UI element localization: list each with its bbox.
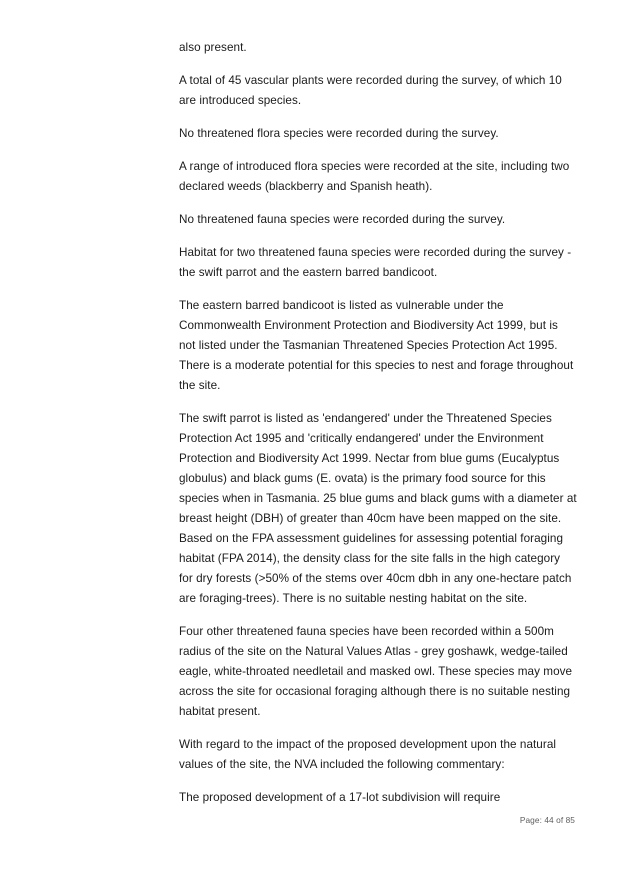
body-paragraph: With regard to the impact of the proposed development upon the natural values of the site, the NVA included the following commentary: [179,738,557,771]
body-paragraph: The proposed development of a 17-lot subdivision will require [179,791,501,804]
body-paragraph: Habitat for two threatened fauna species were recorded during the survey - the swift parrot and the eastern barred bandicoot. [179,246,572,279]
body-paragraph: A range of introduced flora species were recorded at the site, including two declared weeds (blackberry and Spanish heath). [179,160,570,193]
body-paragraph: The eastern barred bandicoot is listed as vulnerable under the Commonwealth Environment Protection and Biodiversity Act 1999, but is not listed under the Tasmanian Threatened Species Protection Act 1995. There is a moderate potential for this species to nest and forage throughout the site. [179,299,574,392]
page-number-footer: Page: 44 of 85 [519,815,575,825]
body-paragraph: Four other threatened fauna species have been recorded within a 500m radius of the site on the Natural Values Atlas - grey goshawk, wedge-tailed eagle, white-throated needletail and masked owl. These species may move across the site for occasional foraging although there is no suitable nesting habitat present. [179,625,573,718]
body-paragraph: also present. [179,41,247,54]
body-paragraph: A total of 45 vascular plants were recorded during the survey, of which 10 are introduced species. [179,74,562,107]
body-paragraph: No threatened fauna species were recorded during the survey. [179,213,506,226]
document-body [179,38,577,808]
body-paragraph: The swift parrot is listed as 'endangered' under the Threatened Species Protection Act 1995 and 'critically endangered' under the Environment Protection and Biodiversity Act 1999. Nectar from blue gums (Eucalyptus globulus) and black gums (E. ovata) is the primary food source for this species when in Tasmania. 25 blue gums and black gums with a diameter at breast height (DBH) of greater than 40cm have been mapped on the site. Based on the FPA assessment guidelines for assessing potential foraging habitat (FPA 2014), the density class for the site falls in the high category for dry forests (>50% of the stems over 40cm dbh in any one-hectare patch are foraging-trees). There is no suitable nesting habitat on the site. [179,412,577,605]
body-paragraph: No threatened flora species were recorded during the survey. [179,127,499,140]
